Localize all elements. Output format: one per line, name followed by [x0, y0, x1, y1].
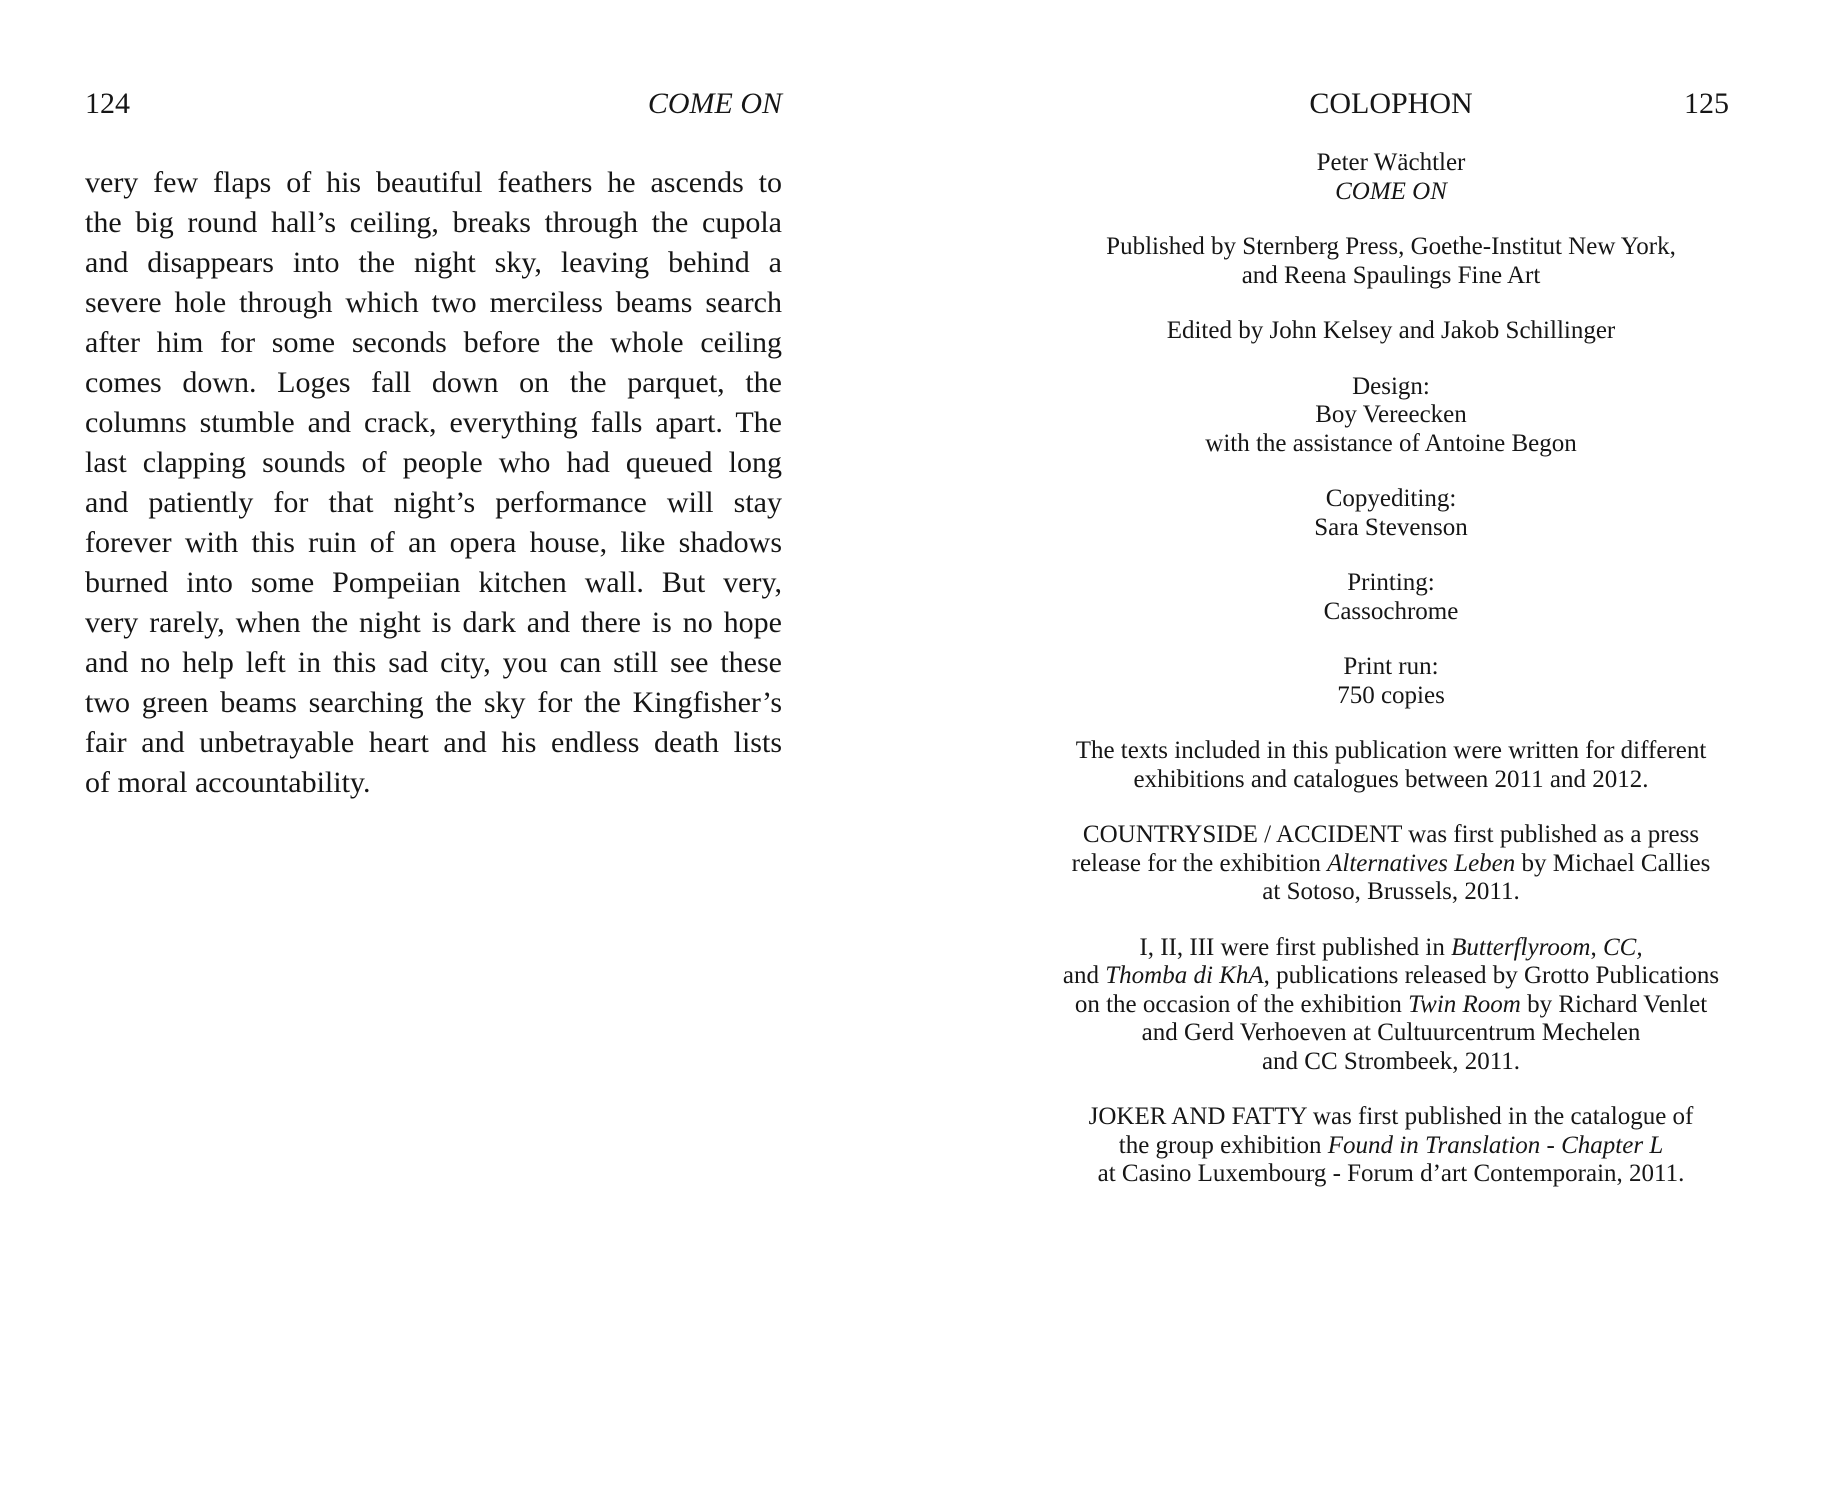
left-body — [85, 163, 782, 803]
colophon-line — [1011, 514, 1771, 543]
colophon-text-segment: the group exhibition — [1118, 1131, 1328, 1159]
colophon-block — [1011, 653, 1771, 710]
body-line: after him for some seconds before the whole ceiling — [85, 326, 782, 359]
colophon-text-segment: and Gerd Verhoeven at Cultuurcentrum Mechelen — [1141, 1019, 1641, 1046]
colophon-text-segment: Cassochrome — [1323, 597, 1459, 625]
colophon-text-segment: at Casino Luxembourg - Forum d’art Contemporain, 2011. — [1097, 1160, 1685, 1187]
colophon-italic-segment: Butterflyroom — [1451, 933, 1591, 961]
colophon-line — [1011, 850, 1771, 879]
body-line: burned into some Pompeiian kitchen wall. But very, — [85, 566, 782, 599]
colophon-text-segment: I, II, III were first published in — [1139, 933, 1452, 961]
colophon-text-segment: and CC Strombeek, 2011. — [1261, 1047, 1521, 1075]
colophon-italic-segment: Thomba di KhA — [1105, 962, 1264, 989]
colophon-line — [1011, 766, 1771, 795]
body-line: and disappears into the night sky, leaving behind a — [85, 246, 782, 279]
colophon-line — [1011, 598, 1771, 627]
body-line: last clapping sounds of people who had queued long — [85, 446, 782, 479]
colophon-line — [1011, 317, 1771, 346]
colophon-text-segment: Print run: — [1343, 653, 1439, 680]
colophon-text-segment: and — [1062, 962, 1106, 989]
body-line: and no help left in this sad city, you can still see these — [85, 646, 782, 679]
body-line: columns stumble and crack, everything falls apart. The — [85, 406, 782, 439]
body-line: and patiently for that night’s performance will stay — [85, 486, 782, 519]
colophon-block — [1011, 485, 1771, 542]
colophon-line — [1011, 233, 1771, 262]
colophon-text-segment: The texts included in this publication were written for different — [1075, 737, 1707, 764]
colophon-italic-segment: Twin Room — [1408, 990, 1521, 1018]
colophon-text-segment: Boy Vereecken — [1315, 401, 1467, 428]
colophon-text-segment: JOKER AND FATTY was first published in the catalogue of — [1088, 1103, 1694, 1130]
colophon-line — [1011, 262, 1771, 291]
colophon-text-segment: , publications released by Grotto Publications — [1263, 962, 1720, 989]
colophon-italic-segment: Alternatives Leben — [1327, 849, 1516, 877]
colophon-block — [1011, 149, 1771, 206]
body-line: of moral accountability. — [85, 766, 371, 799]
colophon-block — [1011, 821, 1771, 907]
colophon-line — [1011, 1019, 1771, 1048]
colophon-line — [1011, 737, 1771, 766]
colophon-block — [1011, 317, 1771, 346]
colophon-text-segment: Published by Sternberg Press, Goethe-Institut New York, — [1106, 233, 1676, 260]
colophon-line — [1011, 1160, 1771, 1189]
colophon-line — [1011, 653, 1771, 682]
body-line: very few flaps of his beautiful feathers he ascends to — [85, 166, 782, 199]
colophon-text-segment: on the occasion of the exhibition — [1074, 990, 1409, 1018]
colophon-text-segment: Design: — [1352, 372, 1430, 400]
body-line: comes down. Loges fall down on the parquet, the — [85, 366, 782, 399]
colophon-line — [1011, 934, 1771, 963]
colophon-text-segment: Edited by John Kelsey and Jakob Schillinger — [1166, 317, 1616, 344]
page-number-right: 125 — [1684, 87, 1729, 120]
colophon-line — [1011, 878, 1771, 907]
colophon-text-segment: by Michael Callies — [1515, 849, 1711, 877]
colophon-italic-segment: CC, — [1602, 933, 1643, 961]
colophon-block — [1011, 1103, 1771, 1189]
body-line: very rarely, when the night is dark and there is no hope — [85, 606, 782, 639]
running-head-left: COME ON — [647, 87, 782, 120]
colophon-line — [1011, 962, 1771, 991]
colophon-line — [1011, 1103, 1771, 1132]
body-line: the big round hall’s ceiling, breaks through the cupola — [85, 206, 782, 239]
colophon-block — [1011, 233, 1771, 290]
colophon-line — [1011, 149, 1771, 178]
colophon-italic-segment: Found in Translation - Chapter L — [1327, 1131, 1664, 1159]
colophon-block — [1011, 569, 1771, 626]
colophon-line — [1011, 569, 1771, 598]
body-line: severe hole through which two merciless beams search — [85, 286, 782, 319]
colophon-line — [1011, 430, 1771, 459]
colophon-text-segment: release for the exhibition — [1071, 849, 1328, 877]
colophon-line — [1011, 178, 1771, 207]
colophon-text-segment: Peter Wächtler — [1316, 149, 1466, 176]
colophon-text-segment: with the assistance of Antoine Begon — [1205, 429, 1577, 457]
colophon-italic-segment: COME ON — [1335, 177, 1447, 205]
colophon-line — [1011, 991, 1771, 1020]
colophon-text-segment: by Richard Venlet — [1520, 990, 1708, 1018]
colophon-blocks — [1011, 149, 1771, 1216]
colophon-line — [1011, 821, 1771, 850]
colophon-text-segment: and Reena Spaulings Fine Art — [1241, 261, 1541, 289]
colophon-text-segment: Copyediting: — [1325, 485, 1457, 512]
colophon-text-segment: COUNTRYSIDE / ACCIDENT was first published as a press — [1082, 821, 1700, 848]
colophon-block — [1011, 934, 1771, 1077]
colophon-line — [1011, 1132, 1771, 1161]
body-line: fair and unbetrayable heart and his endless death lists — [85, 726, 782, 759]
colophon-line — [1011, 1048, 1771, 1077]
body-line: forever with this ruin of an opera house, like shadows — [85, 526, 782, 559]
colophon-line — [1011, 682, 1771, 711]
running-head-right: COLOPHON — [1309, 87, 1473, 120]
colophon-block — [1011, 737, 1771, 794]
colophon-line — [1011, 401, 1771, 430]
page-number-left: 124 — [85, 87, 130, 120]
colophon-line — [1011, 373, 1771, 402]
colophon-text-segment: Printing: — [1347, 569, 1435, 596]
colophon-block — [1011, 373, 1771, 459]
colophon-text-segment: exhibitions and catalogues between 2011 and 2012. — [1133, 765, 1649, 793]
colophon-text-segment: 750 copies — [1337, 681, 1445, 709]
body-line: two green beams searching the sky for the Kingfisher’s — [85, 686, 782, 719]
colophon-text-segment: at Sotoso, Brussels, 2011. — [1262, 878, 1520, 905]
colophon-text-segment: Sara Stevenson — [1314, 513, 1468, 541]
colophon-line — [1011, 485, 1771, 514]
page-right — [917, 0, 1834, 1500]
colophon-text-segment: , — [1590, 933, 1603, 961]
